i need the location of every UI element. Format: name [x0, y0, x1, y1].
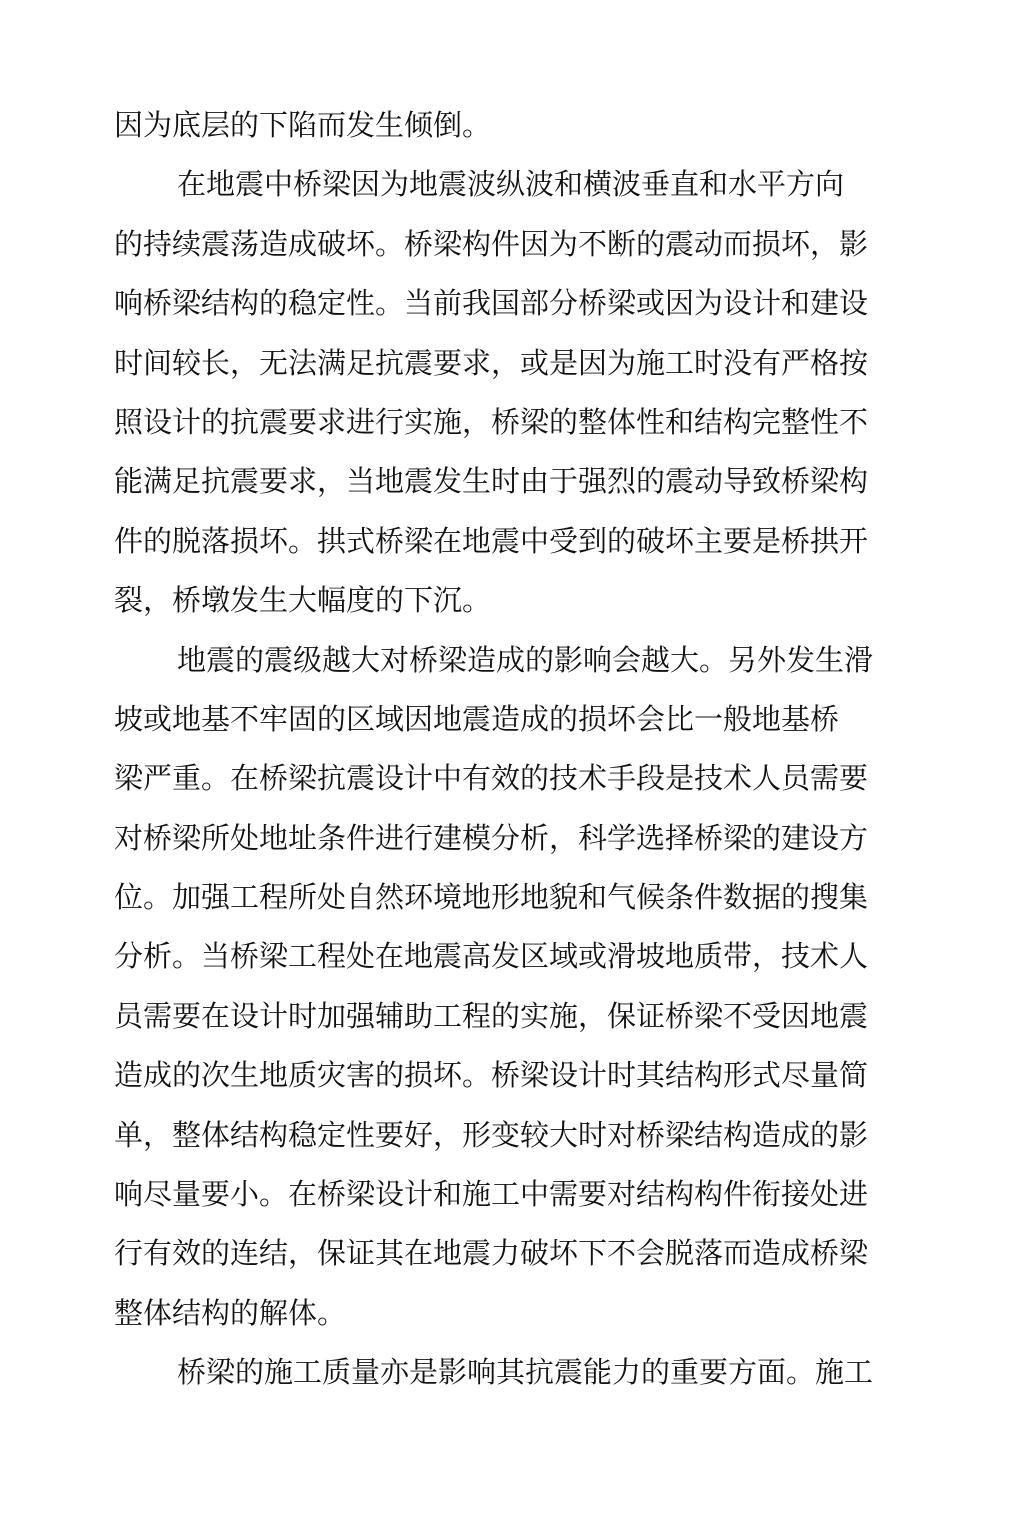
text-line: 时间较长，无法满足抗震要求，或是因为施工时没有严格按 — [114, 345, 869, 380]
text-line: 件的脱落损坏。拱式桥梁在地震中受到的破坏主要是桥拱开 — [114, 523, 869, 558]
text-line: 员需要在设计时加强辅助工程的实施，保证桥梁不受因地震 — [114, 998, 869, 1033]
text-line: 能满足抗震要求，当地震发生时由于强烈的震动导致桥梁构 — [114, 464, 869, 499]
text-line: 因为底层的下陷而发生倾倒。 — [114, 108, 492, 142]
text-line: 行有效的连结，保证其在地震力破坏下不会脱落而造成桥梁 — [114, 1236, 869, 1271]
text-line: 照设计的抗震要求进行实施，桥梁的整体性和结构完整性不 — [114, 404, 869, 439]
text-line: 位。加强工程所处自然环境地形地貌和气候条件数据的搜集 — [114, 880, 869, 915]
text-line: 在地震中桥梁因为地震波纵波和横波垂直和水平方向 — [177, 167, 845, 202]
text-line: 单，整体结构稳定性要好，形变较大时对桥梁结构造成的影 — [114, 1117, 869, 1152]
body-text — [114, 96, 894, 1403]
text-line: 坡或地基不牢固的区域因地震造成的损坏会比一般地基桥 — [114, 701, 840, 736]
text-line: 桥梁的施工质量亦是影响其抗震能力的重要方面。施工 — [177, 1355, 874, 1390]
text-line: 造成的次生地质灾害的损坏。桥梁设计时其结构形式尽量简 — [114, 1058, 869, 1093]
text-line: 整体结构的解体。 — [114, 1295, 347, 1330]
text-line: 响尽量要小。在桥梁设计和施工中需要对结构构件衔接处进 — [114, 1177, 869, 1212]
text-line: 分析。当桥梁工程处在地震高发区域或滑坡地质带，技术人 — [114, 939, 869, 974]
text-line: 裂，桥墩发生大幅度的下沉。 — [114, 583, 492, 618]
paragraph-2 — [114, 155, 894, 630]
paragraph-1 — [114, 96, 894, 155]
text-line: 地震的震级越大对桥梁造成的影响会越大。另外发生滑 — [177, 642, 874, 677]
text-line: 响桥梁结构的稳定性。当前我国部分桥梁或因为设计和建设 — [114, 286, 869, 321]
text-line: 对桥梁所处地址条件进行建模分析，科学选择桥梁的建设方 — [114, 820, 869, 855]
paragraph-3 — [114, 631, 894, 1344]
text-line: 梁严重。在桥梁抗震设计中有效的技术手段是技术人员需要 — [114, 761, 869, 796]
paragraph-4 — [114, 1343, 894, 1402]
text-line: 的持续震荡造成破坏。桥梁构件因为不断的震动而损坏，影 — [114, 226, 869, 261]
